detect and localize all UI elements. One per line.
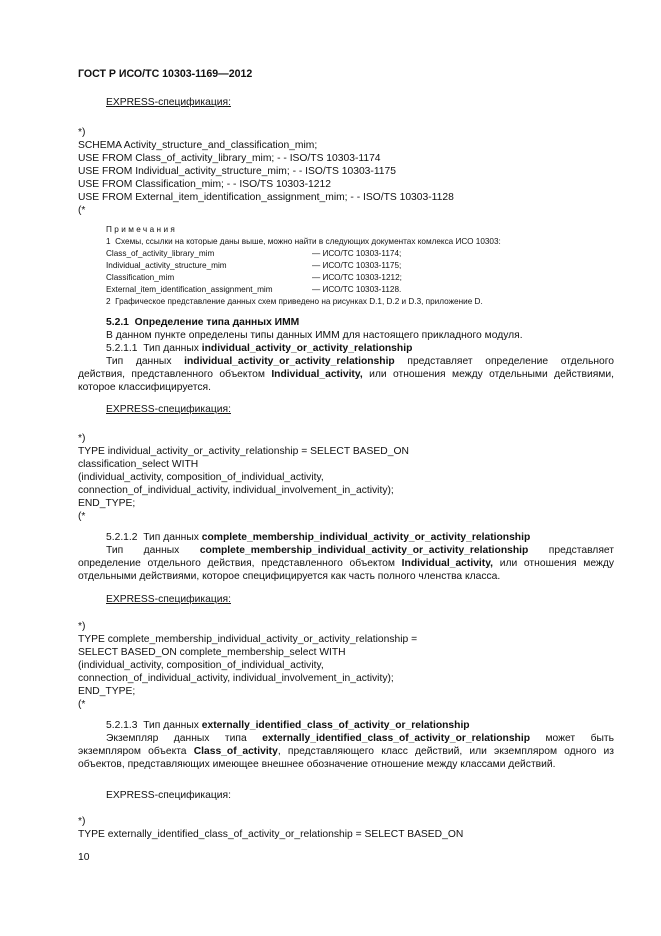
code-line: (individual_activity, composition_of_individual_activity, (78, 472, 324, 483)
notes-title: Примечания (106, 225, 178, 234)
express-spec-label: EXPRESS-спецификация: (106, 97, 231, 108)
code-line: USE FROM Class_of_activity_library_mim; - - ISO/TS 10303-1174 (78, 153, 381, 164)
code-line: (* (78, 205, 86, 216)
code-line: connection_of_individual_activity, individual_involvement_in_activity); (78, 485, 394, 496)
note-ref-doc: — ИСО/ТС 10303-1128. (312, 285, 402, 294)
note-ref-name: Class_of_activity_library_mim (106, 249, 215, 258)
note-ref-name: Individual_activity_structure_mim (106, 261, 227, 270)
code-line: END_TYPE; (78, 686, 136, 697)
type-description: Тип данных individual_activity_or_activity_relationship представляет определение отдельного действия, представленного объектом Individual_activity, или отношения между отдельными действиями, которое классифицируется. (78, 356, 614, 393)
express-spec-label: EXPRESS-спецификация: (106, 404, 231, 415)
code-line: (individual_activity, composition_of_individual_activity, (78, 660, 324, 671)
type-heading: 5.2.1.3 Тип данных externally_identified_class_of_activity_or_relationship (106, 720, 470, 731)
code-line: SELECT BASED_ON complete_membership_select WITH (78, 647, 346, 658)
note-2: 2 Графическое представление данных схем приведено на рисунках D.1, D.2 и D.3, приложение D. (106, 297, 483, 306)
express-spec-label: EXPRESS-спецификация: (106, 594, 231, 605)
note-1: 1 Схемы, ссылки на которые даны выше, можно найти в следующих документах комлекса ИСО 10303: (106, 237, 501, 246)
code-line: classification_select WITH (78, 459, 199, 470)
type-description: Тип данных complete_membership_individual_activity_or_activity_relationship представляет определение отдельного действия, представленного объектом Individual_activity, или отношения между отдельными действиями, которое специфицируется как часть полного членства класса. (78, 545, 614, 582)
code-line: *) (78, 621, 86, 632)
note-ref-doc: — ИСО/ТС 10303-1212; (312, 273, 402, 282)
code-line: *) (78, 127, 86, 138)
note-ref-doc: — ИСО/ТС 10303-1174; (312, 249, 402, 258)
code-line: connection_of_individual_activity, individual_involvement_in_activity); (78, 673, 394, 684)
code-line: (* (78, 511, 86, 522)
note-ref-doc: — ИСО/ТС 10303-1175; (312, 261, 402, 270)
code-line: TYPE complete_membership_individual_activity_or_activity_relationship = (78, 634, 418, 645)
section-heading: 5.2.1 Определение типа данных ИММ (106, 317, 300, 328)
type-description: Экземпляр данных типа externally_identified_class_of_activity_or_relationship может быть экземпляром объекта Class_of_activity, представляющего класс действий, или экземпляром одного из объектов, представляющих имеющее внешнее обозначение отношение между классами действий. (78, 733, 615, 770)
code-line: SCHEMA Activity_structure_and_classification_mim; (78, 140, 318, 151)
type-heading: 5.2.1.2 Тип данных complete_membership_individual_activity_or_activity_relationship (106, 532, 531, 543)
code-line: (* (78, 699, 86, 710)
code-line: USE FROM Classification_mim; - - ISO/TS 10303-1212 (78, 179, 331, 190)
code-line: *) (78, 433, 86, 444)
page-number: 10 (78, 852, 90, 863)
code-line: END_TYPE; (78, 498, 136, 509)
express-spec-label: EXPRESS-спецификация: (106, 790, 231, 801)
note-ref-name: External_item_identification_assignment_mim (106, 285, 273, 294)
code-line: USE FROM External_item_identification_assignment_mim; - - ISO/TS 10303-1128 (78, 192, 454, 203)
code-line: USE FROM Individual_activity_structure_mim; - - ISO/TS 10303-1175 (78, 166, 396, 177)
section-intro: В данном пункте определены типы данных ИММ для настоящего прикладного модуля. (106, 330, 523, 341)
document-header: ГОСТ Р ИСО/ТС 10303-1169—2012 (78, 68, 253, 80)
code-line: TYPE individual_activity_or_activity_relationship = SELECT BASED_ON (78, 446, 409, 457)
note-ref-name: Classification_mim (106, 273, 175, 282)
type-heading: 5.2.1.1 Тип данных individual_activity_or_activity_relationship (106, 343, 413, 354)
code-line: *) (78, 816, 86, 827)
code-line: TYPE externally_identified_class_of_activity_or_relationship = SELECT BASED_ON (78, 829, 464, 840)
